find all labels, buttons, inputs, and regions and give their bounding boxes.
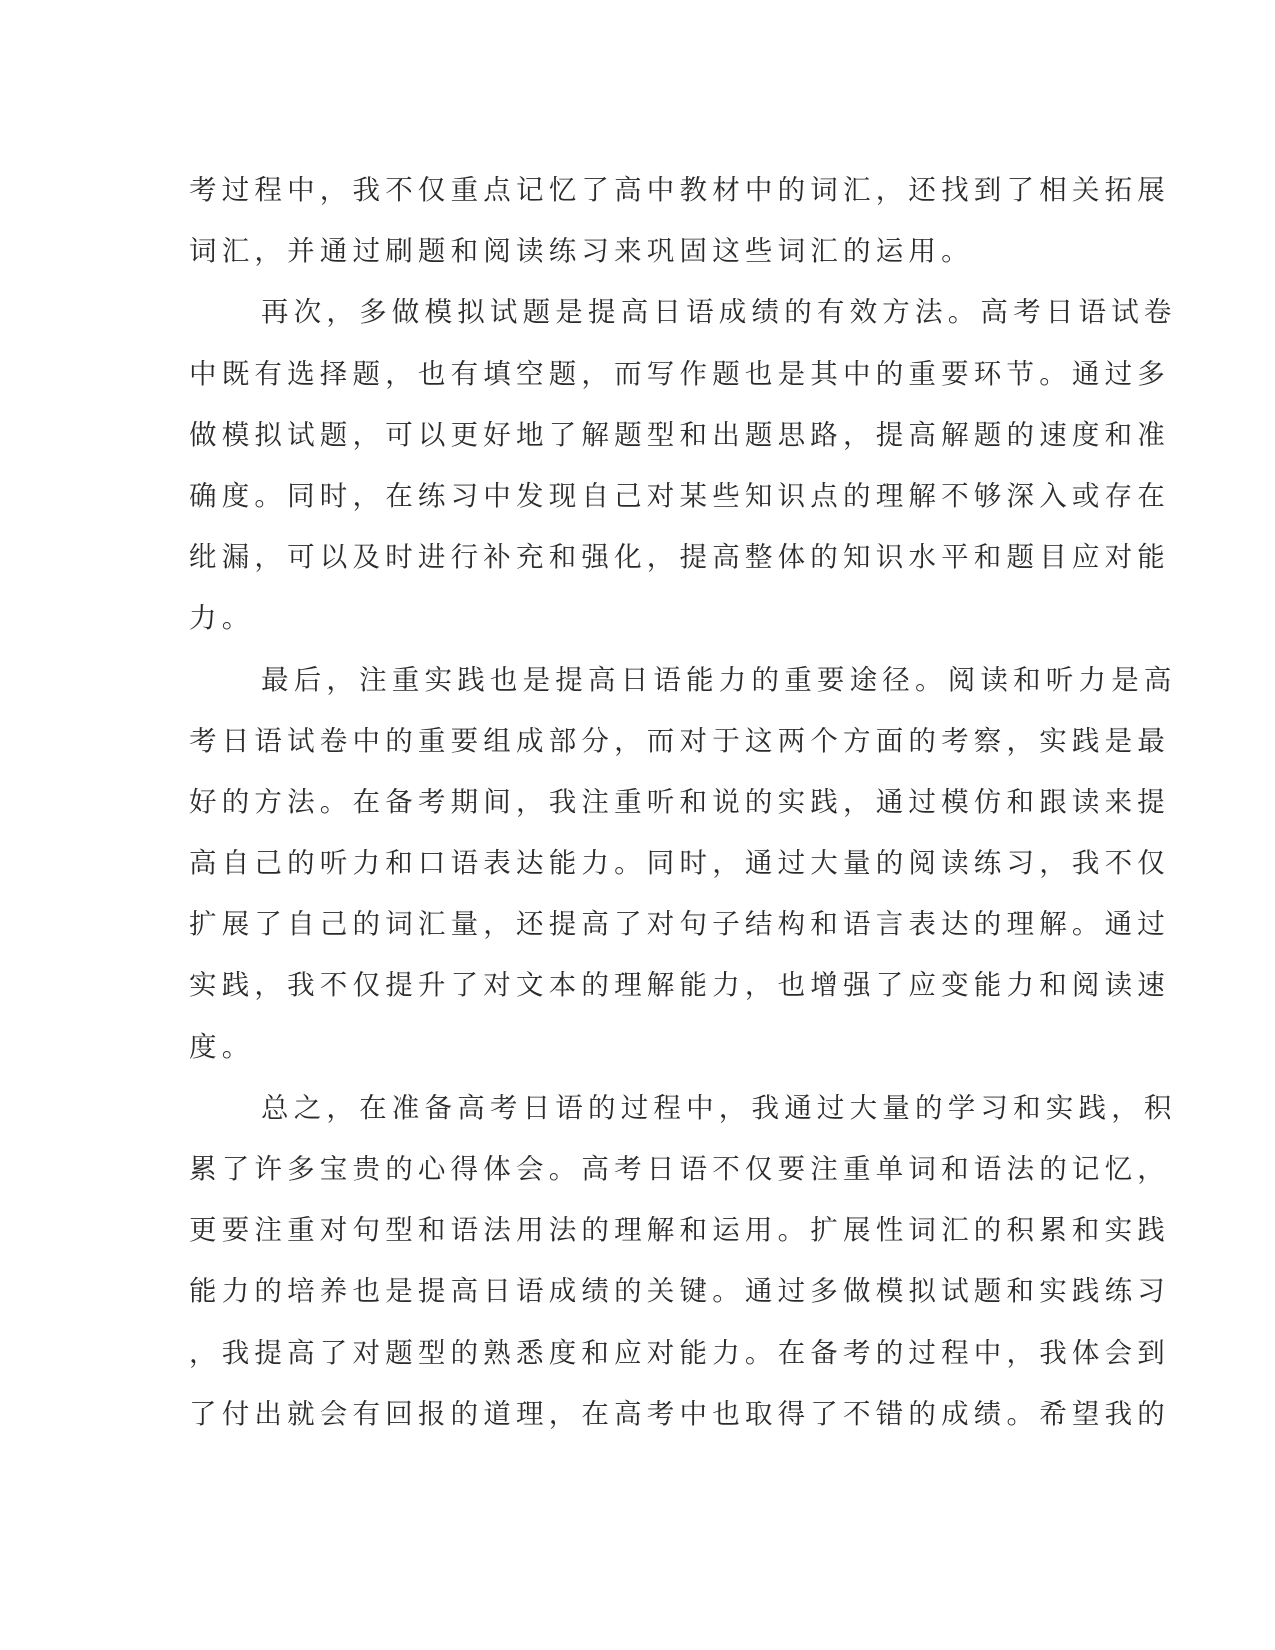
text-line: 好的方法。在备考期间，我注重听和说的实践，通过模仿和跟读来提	[189, 785, 1170, 818]
text-line: 能力的培养也是提高日语成绩的关键。通过多做模拟试题和实践练习	[189, 1275, 1170, 1308]
paragraph-start-line: 总之，在准备高考日语的过程中，我通过大量的学习和实践，积	[261, 1091, 1177, 1124]
text-line: 了付出就会有回报的道理，在高考中也取得了不错的成绩。希望我的	[189, 1397, 1170, 1430]
text-line: 扩展了自己的词汇量，还提高了对句子结构和语言表达的理解。通过	[189, 908, 1170, 941]
text-line: 考过程中，我不仅重点记忆了高中教材中的词汇，还找到了相关拓展	[189, 174, 1170, 206]
text-line: 累了许多宝贵的心得体会。高考日语不仅要注重单词和语法的记忆，	[189, 1153, 1170, 1185]
paragraph-start-line: 再次，多做模拟试题是提高日语成绩的有效方法。高考日语试卷	[261, 296, 1177, 329]
text-line: 词汇，并通过刷题和阅读练习来巩固这些词汇的运用。	[189, 235, 974, 268]
text-line: 做模拟试题，可以更好地了解题型和出题思路，提高解题的速度和准	[189, 418, 1170, 451]
text-line: 更要注重对句型和语法用法的理解和运用。扩展性词汇的积累和实践	[189, 1214, 1170, 1247]
text-line: 考日语试卷中的重要组成部分，而对于这两个方面的考察，实践是最	[189, 724, 1170, 757]
text-line: 纰漏，可以及时进行补充和强化，提高整体的知识水平和题目应对能	[189, 541, 1170, 574]
text-line: 确度。同时，在练习中发现自己对某些知识点的理解不够深入或存在	[189, 479, 1170, 512]
text-line: 中既有选择题，也有填空题，而写作题也是其中的重要环节。通过多	[189, 357, 1170, 390]
text-line: ，我提高了对题型的熟悉度和应对能力。在备考的过程中，我体会到	[189, 1336, 1170, 1369]
text-line: 力。	[189, 602, 255, 635]
text-line: 实践，我不仅提升了对文本的理解能力，也增强了应变能力和阅读速	[189, 969, 1170, 1002]
document-body	[189, 160, 1177, 1445]
text-line: 度。	[189, 1030, 255, 1063]
text-line: 高自己的听力和口语表达能力。同时，通过大量的阅读练习，我不仅	[189, 847, 1170, 880]
paragraph-start-line: 最后，注重实践也是提高日语能力的重要途径。阅读和听力是高	[261, 663, 1177, 696]
